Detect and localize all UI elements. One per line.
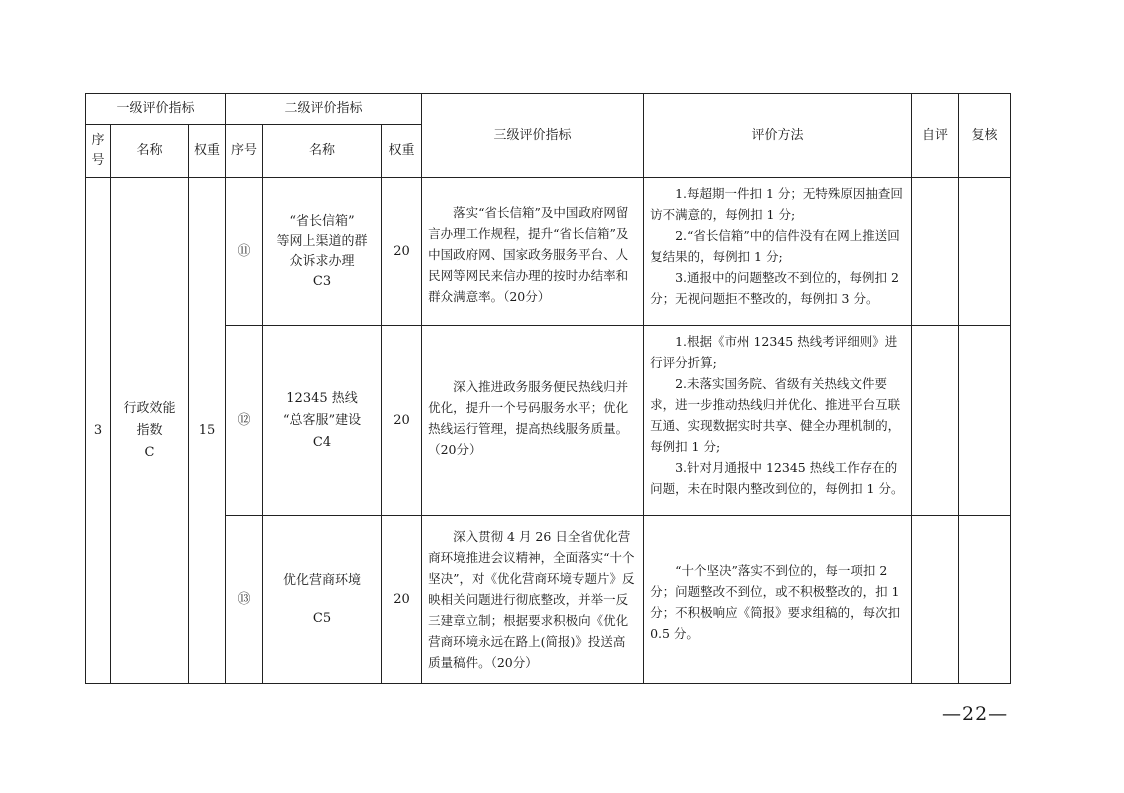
header-name2: 名称	[263, 125, 382, 178]
row-seq: ⑫	[226, 326, 263, 516]
category-weight: 15	[189, 178, 226, 684]
row-review[interactable]	[959, 178, 1011, 326]
header-method: 评价方法	[644, 94, 912, 178]
row-name: 优化营商环境 C5	[263, 516, 382, 684]
row-review[interactable]	[959, 326, 1011, 516]
category-name: 行政效能 指数 C	[111, 178, 189, 684]
row-name: “省长信箱” 等网上渠道的群 众诉求办理 C3	[263, 178, 382, 326]
header-seq1: 序 号	[86, 125, 111, 178]
header-review: 复核	[959, 94, 1011, 178]
evaluation-table	[85, 93, 1011, 684]
header-weight2: 权重	[382, 125, 422, 178]
table-row	[86, 178, 1011, 326]
row-seq: ⑪	[226, 178, 263, 326]
page-number: —22—	[942, 703, 1009, 725]
header-name1: 名称	[111, 125, 189, 178]
row-weight: 20	[382, 326, 422, 516]
row-seq: ⑬	[226, 516, 263, 684]
header-weight1: 权重	[189, 125, 226, 178]
header-self-eval: 自评	[912, 94, 959, 178]
row-self-eval[interactable]	[912, 178, 959, 326]
row-indicator: 深入贯彻 4 月 26 日全省优化营商环境推进会议精神，全面落实“十个坚决”，对《优化营商环境专题片》反映相关问题进行彻底整改，并举一反三建章立制；根据要求积极向《优化营商环境永远在路上(简报)》投送高质量稿件。（20分）	[422, 516, 644, 684]
row-review[interactable]	[959, 516, 1011, 684]
header-level2: 二级评价指标	[226, 94, 422, 125]
row-self-eval[interactable]	[912, 516, 959, 684]
row-indicator: 深入推进政务服务便民热线归并优化，提升一个号码服务水平；优化热线运行管理，提高热线服务质量。（20分）	[422, 326, 644, 516]
row-weight: 20	[382, 516, 422, 684]
row-self-eval[interactable]	[912, 326, 959, 516]
row-method: “十个坚决”落实不到位的，每一项扣 2 分；问题整改不到位，或不积极整改的，扣 1 分；不积极响应《简报》要求组稿的，每次扣 0.5 分。	[644, 516, 912, 684]
row-method: 1.根据《市州 12345 热线考评细则》进行评分折算; 2.未落实国务院、省级有关热线文件要求，进一步推动热线归并优化、推进平台互联互通、实现数据实时共享、健全办理机制的，每例扣 1 分; 3.针对月通报中 12345 热线工作存在的问题，未在时限内整改到位的，每例扣 1 分。	[644, 326, 912, 516]
row-name: 12345 热线 “总客服”建设 C4	[263, 326, 382, 516]
header-seq2: 序号	[226, 125, 263, 178]
header-level3: 三级评价指标	[422, 94, 644, 178]
category-seq: 3	[86, 178, 111, 684]
row-indicator: 落实“省长信箱”及中国政府网留言办理工作规程，提升“省长信箱”及中国政府网、国家政务服务平台、人民网等网民来信办理的按时办结率和群众满意率。（20分）	[422, 178, 644, 326]
header-level1: 一级评价指标	[86, 94, 226, 125]
row-weight: 20	[382, 178, 422, 326]
row-method: 1.每超期一件扣 1 分；无特殊原因抽查回访不满意的，每例扣 1 分; 2.“省长信箱”中的信件没有在网上推送回复结果的，每例扣 1 分; 3.通报中的问题整改不到位的，每例扣 2 分；无视问题拒不整改的，每例扣 3 分。	[644, 178, 912, 326]
